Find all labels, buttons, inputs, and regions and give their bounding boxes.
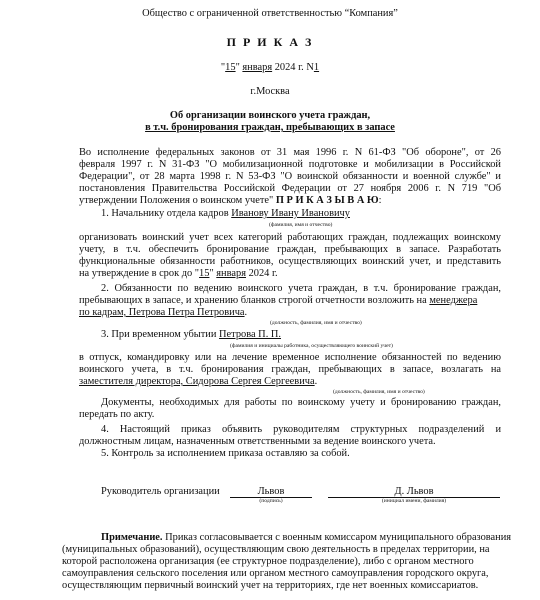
item-1-line: учету, в т.ч. обеспечить бронирование граждан, пребывающих в запасе. Разработать bbox=[79, 244, 501, 255]
item-3-deputy: заместителя директора, Сидорова Сергея Сергеевича bbox=[79, 376, 315, 387]
subject-line-1: Об организации воинского учета граждан, bbox=[169, 110, 371, 121]
item-2-role: менеджера bbox=[429, 295, 478, 306]
signer-name-hint: (инициал имени, фамилия) bbox=[381, 498, 447, 504]
signature-hint: (подпись) bbox=[259, 498, 283, 504]
item-3-line: воинского учета, в т.ч. бронирования граждан, пребывающих в запасе, возлагать на bbox=[79, 364, 501, 375]
preamble-line: постановления Правительства Российской Федерации от 27 ноября 2006 г. N 719 "Об bbox=[79, 183, 501, 194]
item-4-line-2: должностным лицам, назначенным ответственными за ведение воинского учета. bbox=[79, 436, 436, 447]
item-1-deadline: на утверждение в срок до "15" января 2024 г. bbox=[79, 268, 278, 279]
item-2-responsible: по кадрам, Петрова Петра Петровича bbox=[79, 307, 245, 318]
item-2-line: 2. Обязанности по ведению воинского учета граждан, в т.ч. бронирование граждан, bbox=[101, 283, 501, 294]
note-line: осуществляющим первичный воинский учет на территориях, где нет военных комиссариатов. bbox=[62, 580, 479, 591]
item-1-hint: (фамилия, имя и отчество) bbox=[269, 222, 333, 228]
item-1-line: организовать воинский учет всех категорий работающих граждан, подлежащих воинскому bbox=[79, 232, 501, 243]
item-3-hint: (фамилия и инициалы работника, осуществляющего воинский учет) bbox=[230, 343, 393, 349]
signature-value: Львов bbox=[257, 486, 285, 497]
item-3-heading: 3. При временном убытии Петрова П. П. bbox=[101, 329, 281, 340]
preamble-last-line: утверждении Положения о воинском учете" П Р И К А З Ы В А Ю: bbox=[79, 195, 382, 206]
preamble-line: Во исполнение федеральных законов от 31 мая 1996 г. N 61-ФЗ "Об обороне", от 26 bbox=[79, 147, 501, 158]
item-2-hint: (должность, фамилия, имя и отчество) bbox=[270, 320, 362, 326]
item-5: 5. Контроль за исполнением приказа оставляю за собой. bbox=[101, 448, 350, 459]
item-1-line: функциональные обязанности работников, осуществляющих воинский учет, и представить bbox=[79, 256, 501, 267]
order-number: 1 bbox=[313, 62, 320, 73]
order-keyword: П Р И К А З Ы В А Ю bbox=[275, 195, 379, 206]
item-2-line-3: по кадрам, Петрова Петра Петровича. bbox=[79, 307, 248, 318]
item-1-heading: 1. Начальнику отдела кадров Иванову Ивану Ивановичу bbox=[101, 208, 350, 219]
document-type: П Р И К А З bbox=[226, 35, 314, 49]
item-3-deputy-line: заместителя директора, Сидорова Сергея Сергеевича. bbox=[79, 376, 318, 387]
note-first-line: Примечание. Приказ согласовывается с военным комиссаром муниципального образования bbox=[101, 532, 512, 543]
preamble-line: Федерации", от 28 марта 1998 г. N 53-ФЗ "О воинской обязанности и военной службе" и bbox=[79, 171, 501, 182]
item-4-line: 4. Настоящий приказ объявить руководителям структурных подразделений и bbox=[101, 424, 501, 435]
note-label: Примечание. bbox=[101, 532, 163, 543]
item-3-name: Петрова П. П. bbox=[219, 329, 281, 340]
order-day: 15 bbox=[225, 62, 236, 73]
signer-name: Д. Львов bbox=[394, 486, 434, 497]
item-1-responsible-name: Иванову Ивану Ивановичу bbox=[231, 208, 350, 219]
signature-label: Руководитель организации bbox=[101, 486, 220, 497]
city: г.Москва bbox=[250, 86, 290, 97]
organization-name: Общество с ограниченной ответственностью “Компания” bbox=[142, 8, 398, 19]
order-month: января bbox=[242, 62, 273, 73]
preamble-line: февраля 1997 г. N 31-ФЗ "О мобилизационной подготовке и мобилизации в Российской bbox=[79, 159, 501, 170]
item-2-line-2: пребывающих в запасе, и хранению бланков строгой отчетности возложить на менеджера bbox=[79, 295, 478, 306]
note-line: (муниципальных образований), осуществляющим свою деятельность в пределах территории, на bbox=[62, 544, 490, 555]
item-3-hint-2: (должность, фамилия, имя и отчество) bbox=[333, 389, 425, 395]
note-line: которой расположена организация (ее структурное подразделение), либо с органом местного bbox=[62, 556, 474, 567]
documents-line-2: передать по акту. bbox=[79, 409, 155, 420]
subject-line-2: в т.ч. бронирования граждан, пребывающих в запасе bbox=[145, 122, 395, 133]
order-date-number: "15" января 2024 г. N1 bbox=[220, 62, 320, 73]
item-3-line: в отпуск, командировку или на лечение временное исполнение обязанностей по ведению bbox=[79, 352, 501, 363]
note-line: самоуправления сельского поселения или органом местного самоуправления городского округа, bbox=[62, 568, 489, 579]
documents-line: Документы, необходимых для работы по воинскому учету и бронированию граждан, bbox=[101, 397, 501, 408]
